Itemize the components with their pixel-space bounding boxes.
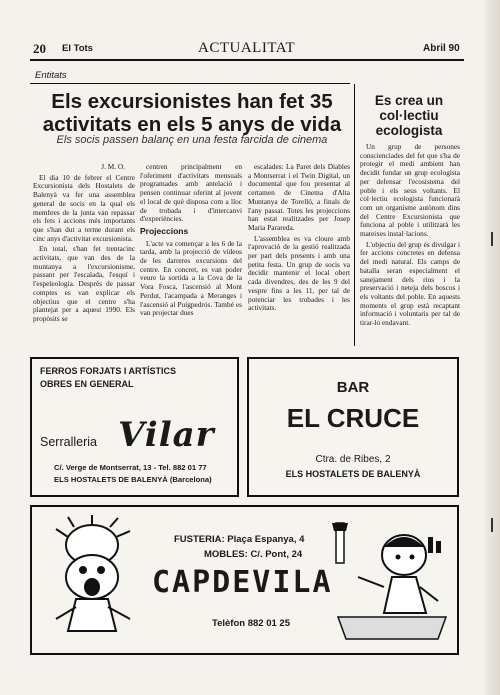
paragraph: El dia 10 de febrer el Centre Excursionista dels Hostalets de Balenyà va fer una assemblea general de socis en la qual els membres de la junta van repassar els fets i accions més importants que s'han dut a terme durant els cinc anys d'activitat excursionista. xyxy=(33,172,135,243)
ad-brand: EL CRUCE xyxy=(286,403,420,433)
sidebar-text xyxy=(360,143,460,348)
header-rule xyxy=(30,59,464,61)
ad-serralleria-vilar xyxy=(30,357,239,497)
article-column-2 xyxy=(140,163,242,343)
paragraph: L'objectiu del grup és divulgar i fer accions concretes en defensa del medi natural. Els camps de batalla seran especialment el sanejament dels rius i la preservació i neteja dels boscos i els voltants del poble. En aquests moments el grup està recaptant informació i voluntaris per tal de tirar-lo endavant. xyxy=(360,239,460,328)
sidebar-title: Es crea un col·lectiu ecologista xyxy=(374,93,444,138)
ad-line: BAR xyxy=(336,379,370,396)
paragraph: L'acte va començar a les 6 de la tarda, amb la projecció de vídeos de les darreres excursions del centre. En concret, es van poder veure la sortida a la Cova de la Vora Fosca, l'ascensió al Mont Perdut, l'acampada a Meranges i l'ascensió al Puigpedrós. També es van projectar dues xyxy=(140,238,242,318)
article-column-3 xyxy=(248,163,350,343)
article-subhead: Projeccions xyxy=(140,225,189,236)
issue-date: Abril 90 xyxy=(423,43,460,54)
article-deck: Els socis passen balanç en una festa farcida de cinema xyxy=(56,134,328,146)
ad-town: ELS HOSTALETS DE BALENYÀ xyxy=(285,469,421,479)
ad-bar-el-cruce xyxy=(247,357,459,497)
page-edge xyxy=(484,0,500,695)
ad-mobles: MOBLES: C/. Pont, 24 xyxy=(204,549,303,560)
article-signature: J. M. O. xyxy=(101,163,125,171)
carpenter-cartoon-illustration xyxy=(328,517,452,647)
article-column-1 xyxy=(33,163,135,343)
publication-name: El Tots xyxy=(62,43,93,54)
paragraph: L'assemblea es va cloure amb l'aprovació de la gestió realitzada per part dels presents i amb una petita festa. Un grup de socis va decidir mantenir el local obert cada divendres, des de les 9 del vespre fins a les 11, per tal de potenciar les trobades i les activitats. xyxy=(248,233,350,313)
ad-line: OBRES EN GENERAL xyxy=(40,379,134,389)
article-headline: Els excursionistes han fet 35 activitats en els 5 anys de vida xyxy=(42,90,342,136)
ad-phone: Telèfon 882 01 25 xyxy=(212,618,290,629)
paragraph: escalades: La Paret dels Diables a Montserrat i el Twin Digital, un documental que fou presentat al certamen de Cinema d'Alta Muntanya de Torelló, a finals de l'any passat. Totes les projeccions han estat realitzades per Josep Maria Parareda. xyxy=(248,163,350,232)
ad-town: ELS HOSTALETS DE BALENYÀ (Barcelona) xyxy=(54,475,212,484)
ad-brand: CAPDEVILA xyxy=(152,565,333,600)
paragraph: centren principalment en l'oferiment d'activitats mensuals programades amb antelació i pensen continuar oferint al jovent el local de què disposa com a lloc de trobada i d'intercanvi d'experiències. xyxy=(140,163,242,224)
ad-capdevila xyxy=(30,505,459,655)
ad-address: C/. Verge de Montserrat, 13 - Tel. 882 01 77 xyxy=(54,463,207,472)
margin-mark xyxy=(491,232,493,246)
ad-label: Serralleria xyxy=(40,435,97,449)
sidebar-divider xyxy=(354,84,355,346)
ad-fusteria: FUSTERIA: Plaça Espanya, 4 xyxy=(174,534,305,545)
section-tag: Entitats xyxy=(35,70,67,81)
ad-address: Ctra. de Ribes, 2 xyxy=(315,454,391,465)
margin-mark xyxy=(491,518,493,532)
paragraph: Un grup de persones conscienciades del fet que s'ha de protegir el medi ambient han decidit fundar un grup ecologista per defensar l'ecosistema del poble i els seus voltants. El col·lectiu ecologista funcionarà com un organisme autònom dins del Centre Excursionista que funciona al poble i utilitzarà les mateixes instal·lacions. xyxy=(360,143,460,239)
ad-line: FERROS FORJATS I ARTÍSTICS xyxy=(40,366,177,376)
page-number: 20 xyxy=(33,41,46,56)
ad-brand: Vilar xyxy=(118,415,215,455)
section-title: ACTUALITAT xyxy=(198,40,296,56)
boy-cartoon-illustration xyxy=(46,515,142,637)
paragraph: En total, s'han fet trentacinc activitats, que van des de la muntanya a l'excursionisme, passant per l'escalada, l'esquí i l'espeleologia. Desprès de passar comptes es van explicar els objectius que el centre s'ha plantejat per a aquest 1990. Els propòsits se xyxy=(33,244,135,323)
section-rule xyxy=(30,83,350,84)
